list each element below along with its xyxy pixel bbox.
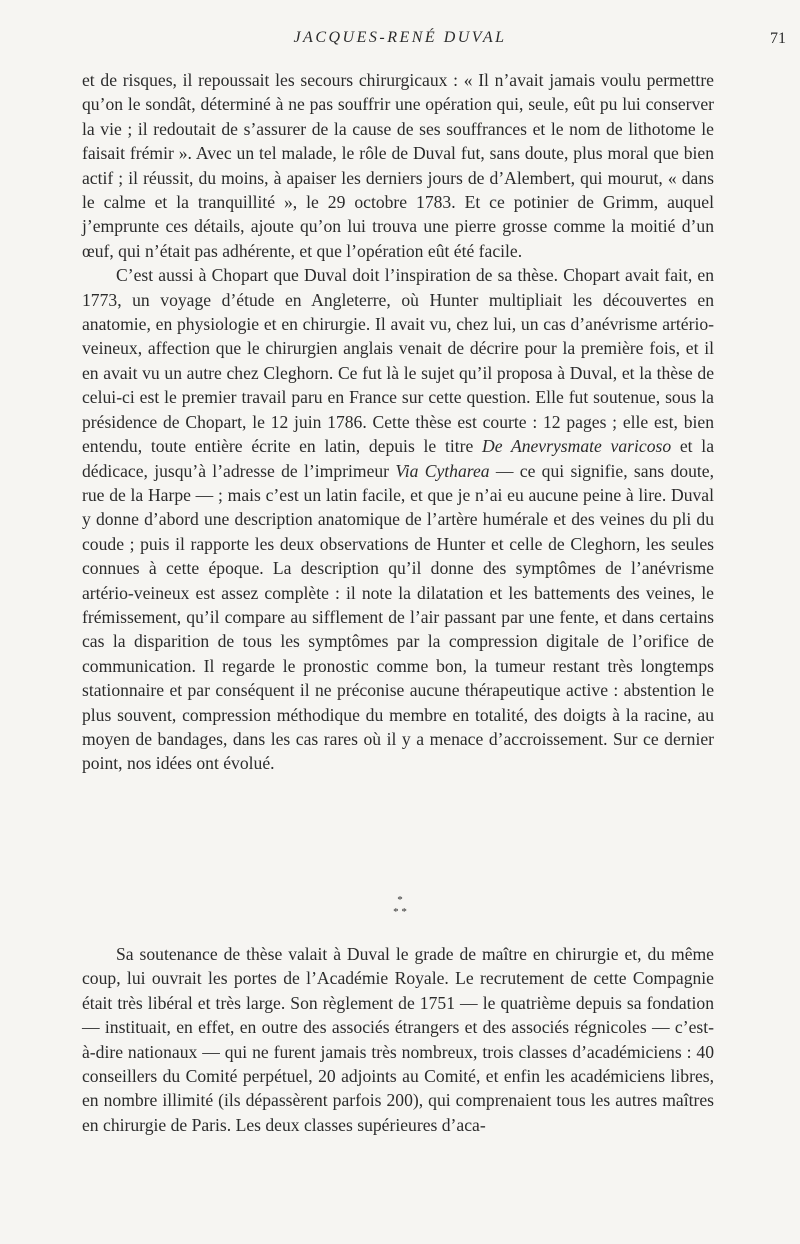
thesis-title: De Anevrysmate varicoso: [482, 436, 672, 457]
separator-bottom: * *: [393, 906, 407, 918]
printer-address: Via Cytharea: [395, 460, 490, 481]
running-title: JACQUES-RENÉ DUVAL: [293, 29, 507, 46]
running-head: [0, 28, 800, 52]
paragraph-text: — ce qui signifie, sans doute, rue de la Harpe — ; mais c’est un latin facile, et que je n’ai eu aucune peine à lire. Duval y donne d’abord une description anatomique de l’artère humérale et des veines du pli du coude ; puis il rapporte les deux observations de Hunter et celle de Cleghorn, les seules connues à cette époque. La description qu’il donne des symptômes de l’anévrisme artério-veineux est assez complète : il note la dilatation et les battements des veines, le frémissement, qu’il compare au sifflement de l’air passant par une fente, et dans certains cas la disparition de tous les symptômes par la compression digitale de l’orifice de communication. Il regarde le pronostic comme bon, la tumeur restant très longtemps stationnaire et par conséquent il ne préconise aucune thérapeutique active : abstention le plus souvent, compression méthodique du membre en totalité, des doigts à la racine, au moyen de bandages, dans les cas rares où il y a menace d’accroissement. Sur ce dernier point, nos idées ont évolué.: [82, 460, 714, 774]
paragraph-continued: et de risques, il repoussait les secours chirurgicaux : « Il n’avait jamais voulu permettre qu’on le sondât, déterminé à ne pas souffrir une opération qui, seule, eût pu lui conserver la vie ; il redoutait de s’assurer de la cause de ses souffrances et le nom de lithotome le faisait frémir ». Avec un tel malade, le rôle de Duval fut, sans doute, plus moral que bien actif ; il réussit, du moins, à apaiser les derniers jours de d’Alembert, qui mourut, « dans le calme et la tranquillité », le 29 octobre 1783. Et ce potinier de Grimm, auquel j’emprunte ces détails, ajoute qu’on lui trouva une pierre grosse comme la moitié d’un œuf, qui n’était pas adhérente, et que l’opération eût été facile.: [82, 70, 714, 261]
section-text: [82, 942, 714, 1137]
section-separator: [0, 894, 800, 918]
page-number: 71: [770, 30, 786, 47]
paragraph-text: et la dédicace, jusqu’à l’adresse de l’imprimeur: [82, 436, 714, 481]
separator-top: *: [397, 894, 403, 906]
paragraph-chopart-thesis: [82, 263, 714, 776]
paragraph-academie: Sa soutenance de thèse valait à Duval le grade de maître en chirurgie et, du même coup, lui ouvrait les portes de l’Académie Royale. Le recrutement de cette Compagnie était très libéral et très large. Son règlement de 1751 — le quatrième depuis sa fondation — instituait, en effet, en outre des associés étrangers et des associés régnicoles — c’est-à-dire nationaux — qui ne furent jamais très nombreux, trois classes d’académiciens : 40 conseillers du Comité perpétuel, 20 adjoints au Comité, et enfin les académiciens libres, en nombre illimité (ils dépassèrent parfois 200), qui comprenaient tous les autres maîtres en chirurgie de Paris. Les deux classes supérieures d’aca-: [82, 944, 714, 1135]
main-text: [82, 68, 714, 776]
paragraph-text: C’est aussi à Chopart que Duval doit l’inspiration de sa thèse. Chopart avait fait, en 1773, un voyage d’étude en Angleterre, où Hunter multipliait les découvertes en anatomie, en physiologie et en chirurgie. Il avait vu, chez lui, un cas d’anévrisme artério-veineux, affection que le chirurgien anglais venait de décrire pour la première fois, et il en avait vu un autre chez Cleghorn. Ce fut là le sujet qu’il proposa à Duval, et la thèse de celui-ci est le premier travail paru en France sur cette question. Elle fut soutenue, sous la présidence de Chopart, le 12 juin 1786. Cette thèse est courte : 12 pages ; elle est, bien entendu, toute entière écrite en latin, depuis le titre: [82, 265, 714, 457]
